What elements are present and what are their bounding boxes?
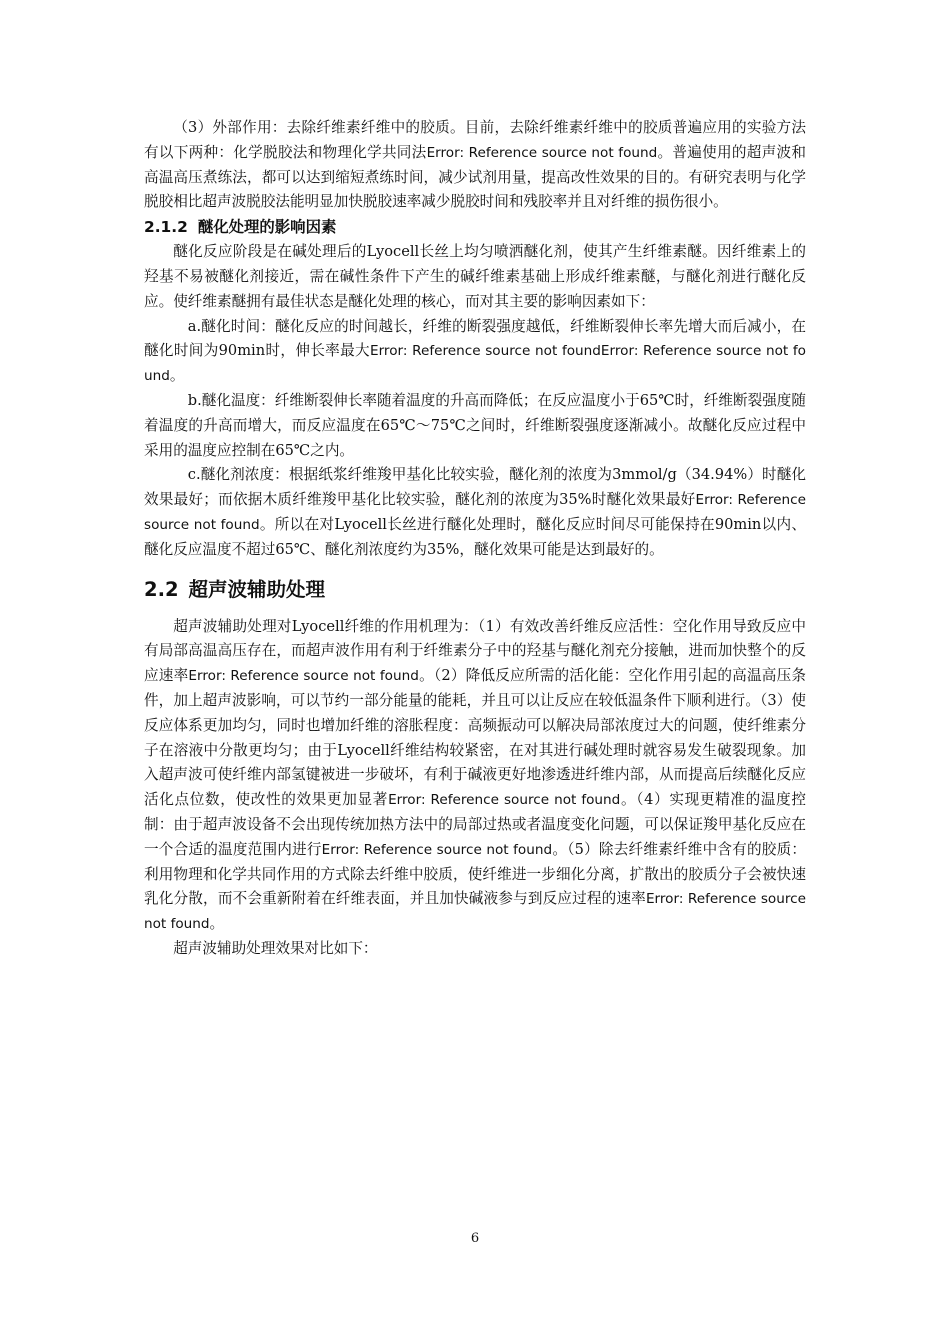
paragraph-factor-time [144, 315, 806, 389]
section-title: 醚化处理的影响因素 [197, 218, 337, 237]
paragraph-text: 。普遍使用的超声波和高温高压煮练法，都可以达到缩短煮练时间，减少试剂用量，提高改性效果的目的。有研究表明与化学脱胶相比超声波脱胶法能明显加快脱胶速率减少脱胶时间和残胶率并且对纤维的损伤很小。 [144, 143, 806, 211]
paragraph-text: b.醚化温度：纤维断裂伸长率随着温度的升高而降低；在反应温度小于65℃时，纤维断裂强度随着温度的升高而增大，而反应温度在65℃～75℃之间时，纤维断裂强度逐渐减小。故醚化反应过程中采用的温度应控制在65℃之内。 [144, 391, 806, 459]
paragraph-factor-concentration [144, 463, 806, 562]
reference-error: Error: Reference source not found [321, 841, 553, 858]
paragraph-text: 。（2）降低反应所需的活化能：空化作用引起的高温高压条件，加上超声波影响，可以节约一部分能量的能耗，并且可以让反应在较低温条件下顺利进行。（3）使反应体系更加均匀，同时也增加纤维的溶胀程度：高频振动可以解决局部浓度过大的问题，使纤维素分子在溶液中分散更均匀；由于Lyocell纤维结构较紧密，在对其进行碱处理时就容易发生破裂现象。加入超声波可使纤维内部氢键被进一步破坏，有利于碱液更好地渗透进纤维内部，从而提高后续醚化反应活化点位数，使改性的效果更加显著 [144, 667, 806, 809]
section-title: 超声波辅助处理 [188, 577, 326, 601]
paragraph-text: 超声波辅助处理效果对比如下： [173, 939, 378, 957]
reference-error: Error: Reference source not found [388, 792, 621, 809]
paragraph-ultrasound-mechanism [144, 615, 806, 937]
paragraph-etherification-intro [144, 240, 806, 314]
page-body [144, 116, 806, 962]
section-number: 2.1.2 [144, 218, 188, 237]
reference-error: Error: Reference source not found [426, 144, 658, 161]
page-number: 6 [470, 1231, 480, 1246]
reference-error: Error: Reference source not found [188, 668, 419, 685]
paragraph-text: 。（5）除去纤维素纤维中含有的胶质：利用物理和化学共同作用的方式除去纤维中胶质，使纤维进一步细化分离，扩散出的胶质分子会被快速乳化分散，而不会重新附着在纤维表面，并且加快碱液参与到反应过程的速率 [144, 840, 806, 908]
section-number: 2.2 [144, 577, 179, 601]
paragraph-text: 。（4）实现更精准的温度控制：由于超声波设备不会出现传统加热方法中的局部过热或者温度变化问题，可以保证羧甲基化反应在一个合适的温度范围内进行 [144, 791, 806, 858]
paragraph-text: 。所以在对Lyocell长丝进行醚化处理时，醚化反应时间尽可能保持在90min以内、醚化反应温度不超过65℃、醚化剂浓度约为35%，醚化效果可能是达到最好的。 [144, 515, 806, 558]
paragraph-text: c.醚化剂浓度：根据纸浆纤维羧甲基化比较实验，醚化剂的浓度为3mmol/g（34.94%）时醚化效果最好；而依据木质纤维羧甲基化比较实验，醚化剂的浓度为35%时醚化效果最好 [144, 466, 806, 509]
paragraph-text: 超声波辅助处理对Lyocell纤维的作用机理为：（1）有效改善纤维反应活性：空化作用导致反应中有局部高温高压存在，而超声波作用有利于纤维素分子中的羟基与醚化剂充分接触，进而加快整个的反应速率 [144, 617, 806, 685]
paragraph-text: 醚化反应阶段是在碱处理后的Lyocell长丝上均匀喷洒醚化剂，使其产生纤维素醚。因纤维素上的羟基不易被醚化剂接近，需在碱性条件下产生的碱纤维素基础上形成纤维素醚，与醚化剂进行醚化反应。使纤维素醚拥有最佳状态是醚化处理的核心，而对其主要的影响因素如下： [144, 243, 806, 310]
paragraph-text: 。 [209, 915, 225, 933]
section-heading-2-1-2 [144, 215, 806, 240]
paragraph-degumming [144, 116, 806, 215]
reference-error: Error: Reference source not found [144, 492, 806, 533]
paragraph-text: 。 [169, 367, 185, 385]
paragraph-text: a.醚化时间：醚化反应的时间越长，纤维的断裂强度越低，纤维断裂伸长率先增大而后减小，在醚化时间为90min时，伸长率最大 [144, 317, 806, 360]
paragraph-factor-temperature [144, 389, 806, 463]
paragraph-text: （3）外部作用：去除纤维素纤维中的胶质。目前，去除纤维素纤维中的胶质普遍应用的实验方法有以下两种：化学脱胶法和物理化学共同法 [144, 119, 806, 161]
reference-error: Error: Reference source not found [369, 343, 601, 360]
reference-error: Error: Reference source not found [144, 343, 806, 385]
reference-error: Error: Reference source not found [144, 891, 806, 933]
section-heading-2-2 [144, 575, 806, 605]
paragraph-comparison-intro [144, 937, 806, 962]
